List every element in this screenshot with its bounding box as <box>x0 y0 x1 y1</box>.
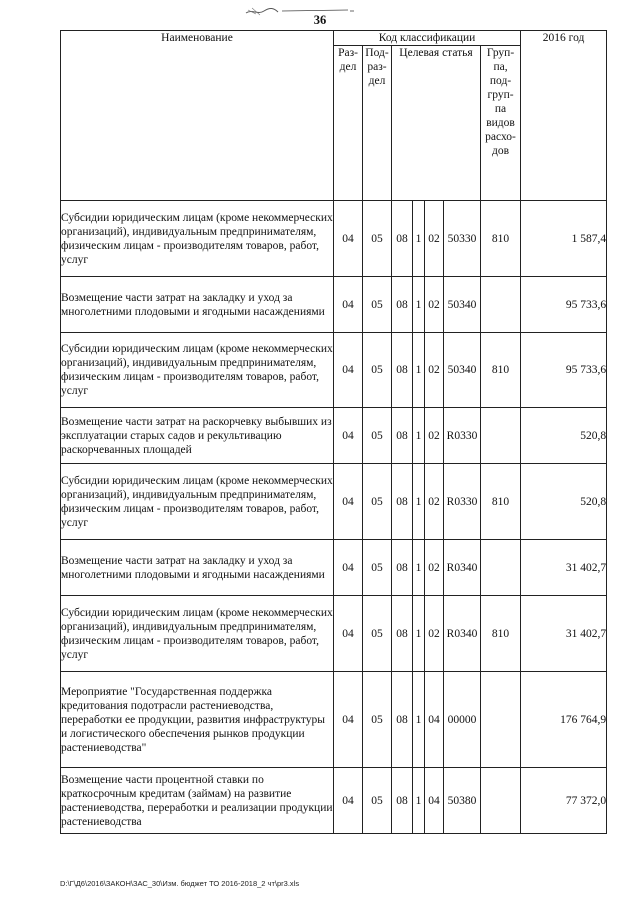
budget-table <box>60 30 607 834</box>
table-row <box>61 333 607 408</box>
row-target-subprogram: 1 <box>413 277 425 333</box>
row-section: 04 <box>334 201 363 277</box>
row-subsection: 05 <box>363 464 392 540</box>
target-article-column-header: Целевая статья <box>392 46 481 201</box>
row-target-subprogram: 1 <box>413 333 425 408</box>
row-target-direction: 50340 <box>444 333 481 408</box>
table-row <box>61 277 607 333</box>
section-header-line: дел <box>339 61 357 73</box>
table-header <box>61 31 607 201</box>
row-section: 04 <box>334 672 363 768</box>
row-target-program: 08 <box>392 408 413 464</box>
row-section: 04 <box>334 540 363 596</box>
row-target-event: 02 <box>425 277 444 333</box>
row-name: Субсидии юридическим лицам (кроме некоммерческих организаций), индивидуальным предпринимателям, физическим лицам - производителям товаров, работ, услуг <box>61 333 334 408</box>
row-target-subprogram: 1 <box>413 201 425 277</box>
row-subsection: 05 <box>363 408 392 464</box>
group-header-line: па <box>494 103 507 115</box>
row-expense-group: 810 <box>481 596 521 672</box>
row-target-subprogram: 1 <box>413 464 425 540</box>
row-subsection: 05 <box>363 201 392 277</box>
row-name: Субсидии юридическим лицам (кроме некоммерческих организаций), индивидуальным предпринимателям, физическим лицам - производителям товаров, работ, услуг <box>61 596 334 672</box>
row-name: Мероприятие "Государственная поддержка кредитования подотрасли растениеводства, переработки ее продукции, развития инфраструктуры и логистического обеспечения рынков продукции растениеводства" <box>61 672 334 768</box>
row-target-program: 08 <box>392 464 413 540</box>
subsection-header-line: дел <box>368 75 386 87</box>
row-amount: 77 372,0 <box>521 768 607 834</box>
row-target-direction: R0330 <box>444 464 481 540</box>
table-row <box>61 201 607 277</box>
file-path-footer: D:\Г\Д6\2016\ЗАКОН\ЗАС_30\Изм. бюджет ТО 2016-2018_2 чт\pr3.xls <box>60 879 300 888</box>
name-column-header: Наименование <box>61 31 334 201</box>
row-target-program: 08 <box>392 333 413 408</box>
row-expense-group <box>481 672 521 768</box>
row-name: Субсидии юридическим лицам (кроме некоммерческих организаций), индивидуальным предпринимателям, физическим лицам - производителям товаров, работ, услуг <box>61 201 334 277</box>
row-name: Возмещение части затрат на закладку и уход за многолетними плодовыми и ягодными насаждениями <box>61 540 334 596</box>
row-target-event: 02 <box>425 408 444 464</box>
row-target-program: 08 <box>392 201 413 277</box>
row-target-subprogram: 1 <box>413 596 425 672</box>
table-body <box>61 201 607 834</box>
row-target-direction: 50380 <box>444 768 481 834</box>
section-header-line: Раз- <box>338 47 358 59</box>
row-amount: 95 733,6 <box>521 277 607 333</box>
row-target-direction: 50330 <box>444 201 481 277</box>
row-amount: 95 733,6 <box>521 333 607 408</box>
group-header-line: Груп- <box>486 47 515 59</box>
table-row <box>61 408 607 464</box>
row-target-event: 02 <box>425 464 444 540</box>
row-target-direction: R0340 <box>444 596 481 672</box>
row-subsection: 05 <box>363 768 392 834</box>
group-header-line: дов <box>492 145 510 157</box>
row-amount: 176 764,9 <box>521 672 607 768</box>
table-row <box>61 540 607 596</box>
group-header-line: видов <box>486 117 515 129</box>
row-target-program: 08 <box>392 596 413 672</box>
row-target-direction: R0340 <box>444 540 481 596</box>
row-expense-group <box>481 768 521 834</box>
row-subsection: 05 <box>363 540 392 596</box>
row-target-direction: 50340 <box>444 277 481 333</box>
row-expense-group <box>481 540 521 596</box>
page-number: 36 <box>313 13 327 27</box>
table-row <box>61 768 607 834</box>
row-expense-group: 810 <box>481 464 521 540</box>
row-target-subprogram: 1 <box>413 408 425 464</box>
row-target-subprogram: 1 <box>413 768 425 834</box>
section-column-header <box>334 46 363 201</box>
row-expense-group <box>481 277 521 333</box>
row-subsection: 05 <box>363 672 392 768</box>
row-section: 04 <box>334 277 363 333</box>
table-row <box>61 464 607 540</box>
row-amount: 31 402,7 <box>521 596 607 672</box>
row-name: Возмещение части затрат на раскорчевку выбывших из эксплуатации старых садов и рекультивацию раскорчеванных площадей <box>61 408 334 464</box>
table-row <box>61 596 607 672</box>
row-amount: 1 587,4 <box>521 201 607 277</box>
row-target-program: 08 <box>392 277 413 333</box>
row-name: Субсидии юридическим лицам (кроме некоммерческих организаций), индивидуальным предпринимателям, физическим лицам - производителям товаров, работ, услуг <box>61 464 334 540</box>
row-target-event: 02 <box>425 540 444 596</box>
row-target-program: 08 <box>392 768 413 834</box>
year-column-header: 2016 год <box>521 31 607 201</box>
row-target-program: 08 <box>392 672 413 768</box>
row-subsection: 05 <box>363 333 392 408</box>
subsection-header-line: раз- <box>367 61 387 73</box>
row-target-subprogram: 1 <box>413 540 425 596</box>
row-target-direction: 00000 <box>444 672 481 768</box>
row-expense-group: 810 <box>481 333 521 408</box>
row-section: 04 <box>334 408 363 464</box>
row-name: Возмещение части процентной ставки по краткосрочным кредитам (займам) на развитие растениеводства, переработки и реализации продукции растениеводства <box>61 768 334 834</box>
row-expense-group <box>481 408 521 464</box>
row-target-program: 08 <box>392 540 413 596</box>
group-header-line: под- <box>489 75 512 87</box>
row-target-subprogram: 1 <box>413 672 425 768</box>
table-row <box>61 672 607 768</box>
group-header-line: груп- <box>487 89 514 101</box>
row-amount: 520,8 <box>521 464 607 540</box>
row-target-event: 02 <box>425 201 444 277</box>
row-section: 04 <box>334 333 363 408</box>
subsection-column-header <box>363 46 392 201</box>
expense-group-column-header <box>481 46 521 201</box>
group-header-line: па, <box>493 61 508 73</box>
classification-code-header: Код классификации <box>334 31 521 46</box>
row-section: 04 <box>334 768 363 834</box>
row-target-event: 02 <box>425 596 444 672</box>
group-header-line: расхо- <box>485 131 516 143</box>
row-target-event: 04 <box>425 768 444 834</box>
row-target-direction: R0330 <box>444 408 481 464</box>
row-section: 04 <box>334 464 363 540</box>
row-name: Возмещение части затрат на закладку и уход за многолетними плодовыми и ягодными насаждениями <box>61 277 334 333</box>
row-section: 04 <box>334 596 363 672</box>
row-amount: 520,8 <box>521 408 607 464</box>
row-target-event: 04 <box>425 672 444 768</box>
row-amount: 31 402,7 <box>521 540 607 596</box>
row-subsection: 05 <box>363 596 392 672</box>
row-subsection: 05 <box>363 277 392 333</box>
row-target-event: 02 <box>425 333 444 408</box>
row-expense-group: 810 <box>481 201 521 277</box>
subsection-header-line: Под- <box>365 47 389 59</box>
